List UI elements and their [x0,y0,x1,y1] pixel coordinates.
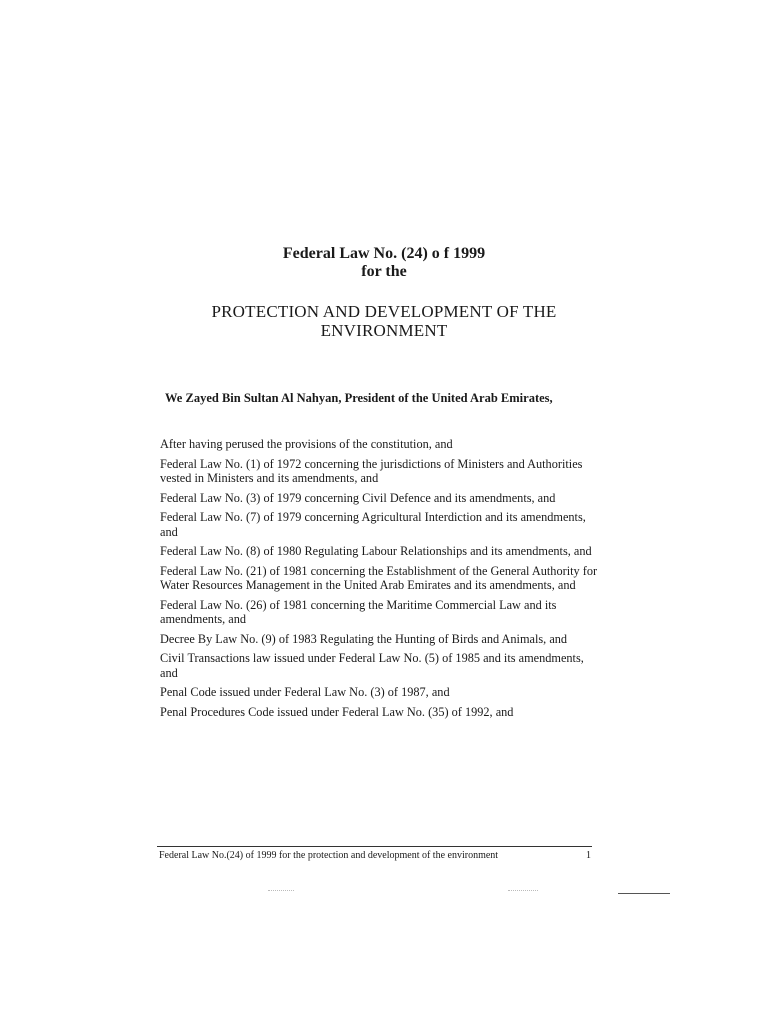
preamble-item: Federal Law No. (7) of 1979 concerning Agricultural Interdiction and its amendments, and [160,510,586,539]
preamble-item: Decree By Law No. (9) of 1983 Regulating the Hunting of Birds and Animals, and [160,631,568,646]
law-subject-line-2: ENVIRONMENT [320,321,448,340]
preamble-list [160,437,600,724]
law-subject-line-1: PROTECTION AND DEVELOPMENT OF THE [211,302,557,321]
footer-caption: Federal Law No.(24) of 1999 for the protection and development of the environment [159,850,499,861]
scan-artifact-speck [268,890,294,891]
preamble-item: Federal Law No. (8) of 1980 Regulating Labour Relationships and its amendments, and [160,544,592,558]
preamble-item: Federal Law No. (3) of 1979 concerning Civil Defence and its amendments, and [160,490,556,505]
page-number: 1 [586,850,591,861]
scan-artifact-speck [508,890,538,891]
preamble-item: Civil Transactions law issued under Federal Law No. (5) of 1985 and its amendments, and [160,651,584,680]
preamble-item: Federal Law No. (1) of 1972 concerning the jurisdictions of Ministers and Authorities vested in Ministers and its amendments, and [160,456,583,485]
preamble-item: Federal Law No. (21) of 1981 concerning the Establishment of the General Authority for Water Resources Management in the United Arab Emirates and its amendments, and [160,563,598,592]
law-title-line-1: Federal Law No. (24) o f 1999 [282,245,486,262]
declarant-statement: We Zayed Bin Sultan Al Nahyan, President of the United Arab Emirates, [165,391,553,405]
page-footer [159,850,599,862]
preamble-item: Federal Law No. (26) of 1981 concerning the Maritime Commercial Law and its amendments, and [160,597,557,626]
law-title [0,245,768,281]
preamble-item: After having perused the provisions of the constitution, and [160,437,453,451]
law-title-line-2: for the [361,263,407,280]
preamble-item: Penal Procedures Code issued under Federal Law No. (35) of 1992, and [160,704,514,719]
scan-artifact-line [618,893,670,894]
preamble-item: Penal Code issued under Federal Law No. (3) of 1987, and [160,685,450,699]
law-subject [0,302,768,340]
footer-divider [157,846,592,847]
